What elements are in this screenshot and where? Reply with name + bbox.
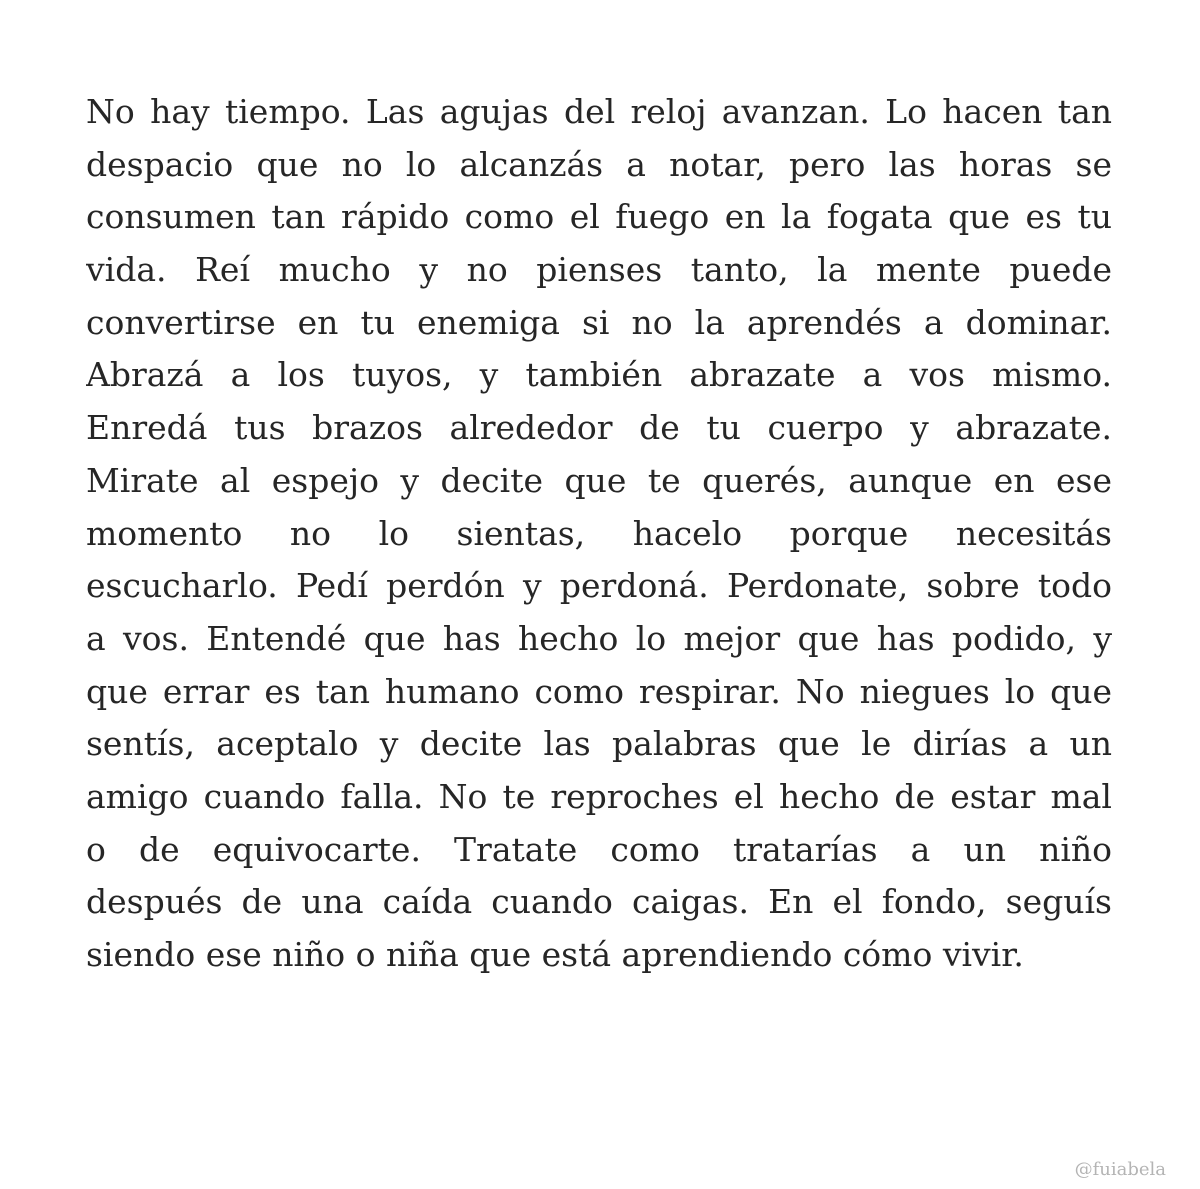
paragraph-line: Enredá tus brazos alrededor de tu cuerpo y abrazate.: [86, 408, 1112, 448]
paragraph-line: sentís, aceptalo y decite las palabras que le dirías a un: [86, 724, 1112, 764]
paragraph-line: No hay tiempo. Las agujas del reloj avanzan. Lo hacen tan: [86, 92, 1112, 131]
paragraph-line: vida. Reí mucho y no pienses tanto, la mente puede: [86, 250, 1112, 290]
paragraph-line: amigo cuando falla. No te reproches el hecho de estar mal: [86, 776, 1112, 816]
paragraph-line: Mirate al espejo y decite que te querés, aunque en ese: [86, 460, 1112, 500]
paragraph-line: o de equivocarte. Tratate como tratarías a un niño: [86, 829, 1112, 869]
paragraph-line: a vos. Entendé que has hecho lo mejor que has podido, y: [86, 618, 1112, 658]
paragraph-line: momento no lo sientas, hacelo porque necesitás: [86, 513, 1112, 553]
paragraph-line: despacio que no lo alcanzás a notar, pero las horas se: [86, 144, 1112, 184]
paragraph-line: que errar es tan humano como respirar. No niegues lo que: [86, 671, 1112, 711]
paragraph-line: consumen tan rápido como el fuego en la fogata que es tu: [86, 197, 1112, 237]
paragraph-line: después de una caída cuando caigas. En el fondo, seguís: [86, 882, 1112, 922]
quote-paragraph: [86, 86, 1112, 982]
author-signature: @fuiabela: [1074, 1159, 1166, 1180]
paragraph-line: Abrazá a los tuyos, y también abrazate a vos mismo.: [86, 355, 1112, 395]
paragraph-line: escucharlo. Pedí perdón y perdoná. Perdonate, sobre todo: [86, 566, 1112, 606]
paragraph-line: convertirse en tu enemiga si no la aprendés a dominar.: [86, 302, 1112, 342]
paragraph-line-last: siendo ese niño o niña que está aprendiendo cómo vivir.: [86, 935, 1024, 974]
